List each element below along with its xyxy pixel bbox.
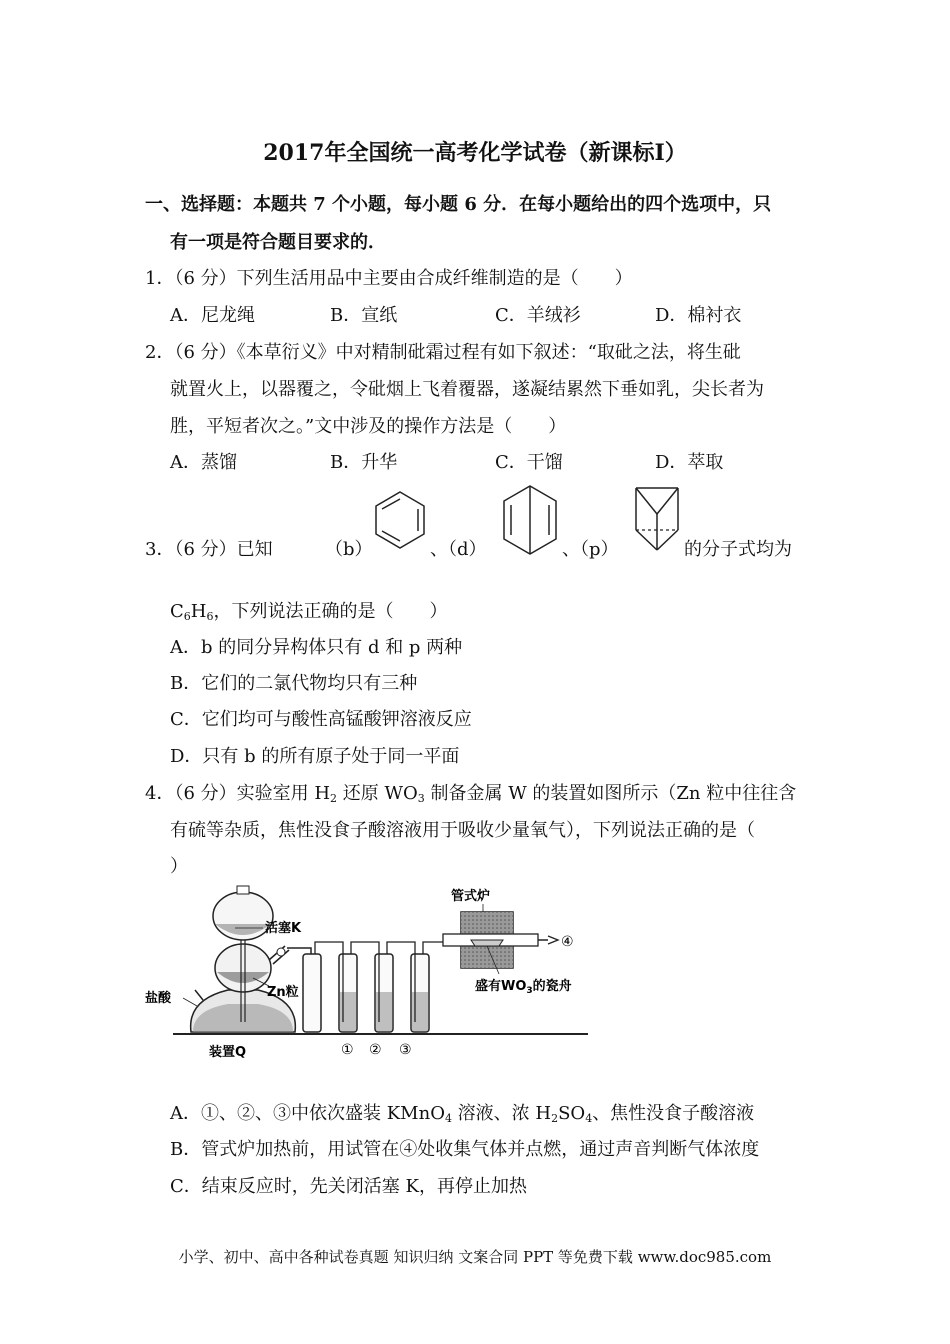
question-4-line3: ） xyxy=(170,856,188,877)
page-footer: 小学、初中、高中各种试卷真题 知识归纳 文案合同 PPT 等免费下载 www.doc985.com xyxy=(178,1248,772,1266)
question-2-line1: 2．（6 分）《本草衍义》中对精制砒霜过程有如下叙述：“取砒之法，将生砒 xyxy=(145,342,741,363)
formula-c-sub: 6 xyxy=(183,610,191,623)
q2-option-a: A．蒸馏 xyxy=(170,452,237,473)
q4-a-part2: 溶液、浓 H xyxy=(451,1103,552,1124)
q3-label-b: （b） xyxy=(325,539,373,560)
label-zn: Zn粒 xyxy=(267,985,299,1000)
question-4-line1 xyxy=(145,779,796,805)
q4-a-sub1: 4 xyxy=(444,1112,452,1125)
q3-label-d: 、（d） xyxy=(430,539,487,560)
label-device-q: 装置Q xyxy=(209,1045,247,1060)
prismane-structure xyxy=(632,484,682,556)
label-hcl: 盐酸 xyxy=(145,991,172,1006)
page-title: 2017年全国统一高考化学试卷（新课标Ⅰ） xyxy=(263,140,687,166)
benzene-structure xyxy=(368,488,432,552)
q4-line1-c: 制备金属 W 的装置如图所示（Zn 粒中往往含 xyxy=(424,783,797,804)
formula-h: H xyxy=(190,601,207,622)
q4-option-b: B．管式炉加热前，用试管在④处收集气体并点燃，通过声音判断气体浓度 xyxy=(170,1139,760,1160)
q3-suffix: 的分子式均为 xyxy=(684,539,792,560)
q3-option-d: D．只有 b 的所有原子处于同一平面 xyxy=(170,746,460,767)
q4-a-sub2: 2 xyxy=(551,1112,559,1125)
q2-option-b: B．升华 xyxy=(330,452,398,473)
q4-line1-a: 4．（6 分）实验室用 H xyxy=(145,783,331,804)
q4-a-part1: A．①、②、③中依次盛装 KMnO xyxy=(170,1103,445,1124)
question-1-stem: 1．（6 分）下列生活用品中主要由合成纤维制造的是（ ） xyxy=(145,268,633,289)
label-boat: 盛有$WO_3$的瓷舟 xyxy=(475,979,572,996)
q4-a-sub3: 4 xyxy=(585,1112,593,1125)
q4-line1-sub1: 2 xyxy=(330,792,338,805)
q2-option-d: D．萃取 xyxy=(655,452,724,473)
stopcock-k xyxy=(277,948,285,956)
q3-option-b: B．它们的二氯代物均只有三种 xyxy=(170,673,418,694)
kipp-middle-bulb xyxy=(215,944,271,992)
dewar-benzene-structure xyxy=(498,482,562,558)
label-n3: ③ xyxy=(399,1042,412,1058)
label-n1: ① xyxy=(341,1042,354,1058)
label-n4: ④ xyxy=(561,934,574,950)
q3-option-c: C．它们均可与酸性高锰酸钾溶液反应 xyxy=(170,709,472,730)
label-n2: ② xyxy=(369,1042,382,1058)
q4-option-a xyxy=(170,1099,754,1125)
formula-c: C xyxy=(170,601,184,622)
porcelain-boat xyxy=(471,940,503,946)
q2-option-c: C．干馏 xyxy=(495,452,563,473)
q4-option-c: C．结束反应时，先关闭活塞 K，再停止加热 xyxy=(170,1176,527,1197)
q1-option-a: A．尼龙绳 xyxy=(170,305,255,326)
q3-option-a: A．b 的同分异构体只有 d 和 p 两种 xyxy=(170,637,463,658)
q3-line2 xyxy=(170,597,447,623)
section-heading-cont: 有一项是符合题目要求的． xyxy=(170,232,386,253)
apparatus-figure xyxy=(143,882,603,1062)
question-2-line3: 胜，平短者次之。”文中涉及的操作方法是（ ） xyxy=(170,416,567,437)
q4-a-part4: 、焦性没食子酸溶液 xyxy=(592,1103,755,1124)
top-stopper xyxy=(237,886,249,894)
formula-h-sub: 6 xyxy=(206,610,214,623)
q4-a-part3: SO xyxy=(558,1103,586,1124)
q1-option-d: D．棉衬衣 xyxy=(655,305,742,326)
question-2-line2: 就置火上，以器覆之，令砒烟上飞着覆器，遂凝结累然下垂如乳，尖长者为 xyxy=(170,379,764,400)
label-furnace: 管式炉 xyxy=(451,889,491,904)
label-stopcock: 活塞K xyxy=(265,921,302,936)
q3-line2-rest: ，下列说法正确的是（ ） xyxy=(213,601,448,622)
section-heading: 一、选择题：本题共 7 个小题，每小题 6 分．在每小题给出的四个选项中，只 xyxy=(145,194,772,215)
q1-option-b: B．宣纸 xyxy=(330,305,398,326)
question-4-line2: 有硫等杂质，焦性没食子酸溶液用于吸收少量氧气），下列说法正确的是（ xyxy=(170,820,755,841)
q4-line1-sub2: 3 xyxy=(417,792,425,805)
question-3-prefix: 3．（6 分）已知 xyxy=(145,539,273,560)
q1-option-c: C．羊绒衫 xyxy=(495,305,581,326)
bottle-0 xyxy=(303,954,321,1032)
q3-label-p: 、（p） xyxy=(562,539,619,560)
q4-line1-b: 还原 WO xyxy=(337,783,418,804)
